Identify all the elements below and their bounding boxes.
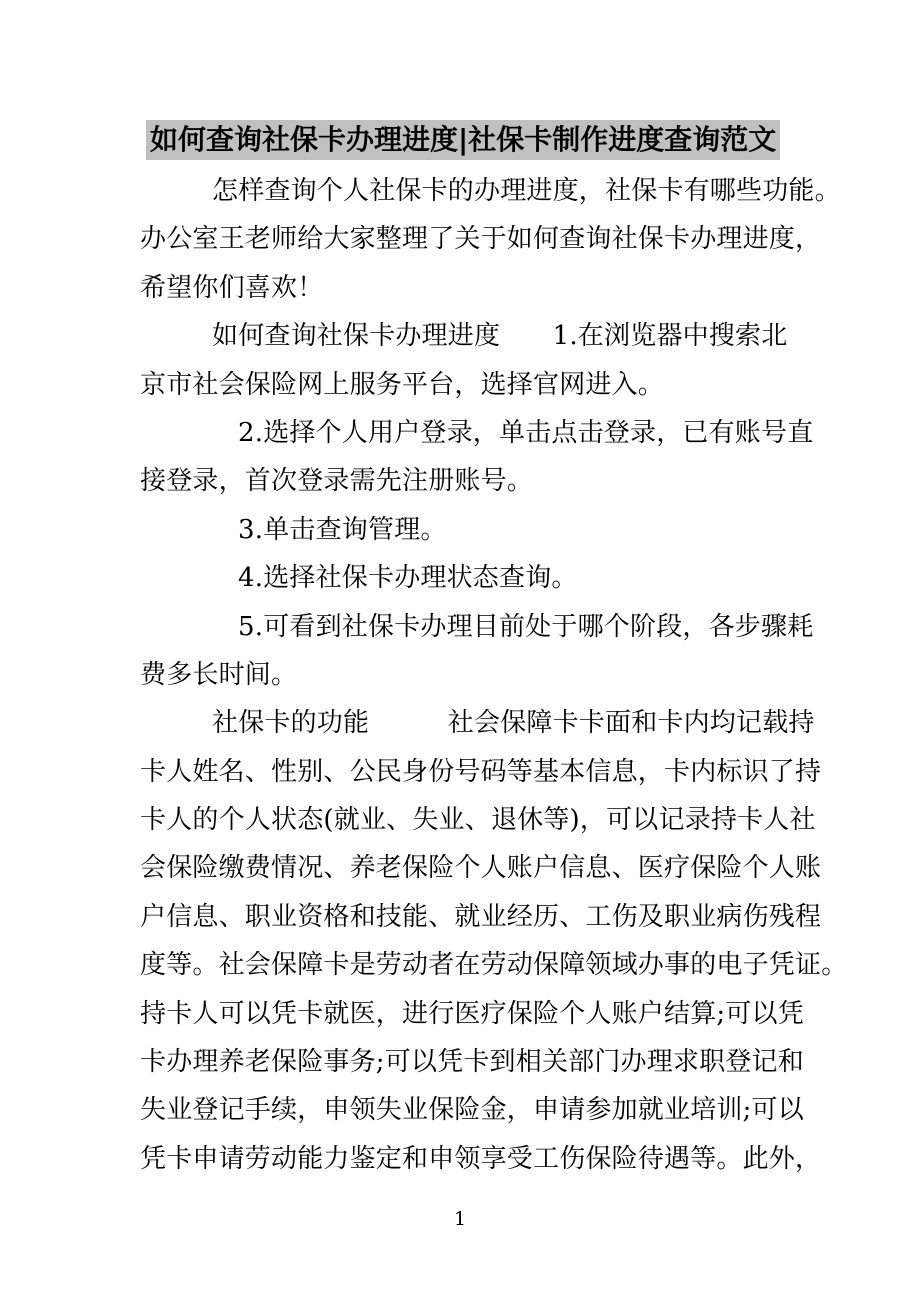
text-line: 希望你们喜欢！ [140,272,324,303]
text-line: 接登录，首次登录需先注册账号。 [140,466,534,497]
text-line: 卡办理养老保险事务;可以凭卡到相关部门办理求职登记和 [140,1047,804,1078]
text-line: 度等。社会保障卡是劳动者在劳动保障领域办事的电子凭证。 [140,950,848,981]
text-line: 卡人姓名、性别、公民身份号码等基本信息，卡内标识了持 [140,756,822,787]
document-body [140,167,848,1183]
text-line: 失业登记手续，申领失业保险金，申请参加就业培训;可以 [140,1095,804,1126]
text-line: 户信息、职业资格和技能、就业经历、工伤及职业病伤残程 [140,901,822,932]
text-line: 4.选择社保卡办理状态查询。 [238,563,578,594]
document-title: 如何查询社保卡办理进度|社保卡制作进度查询范文 [146,120,780,160]
text-line: 会保险缴费情况、养老保险个人账户信息、医疗保险个人账 [140,853,822,884]
text-line: 费多长时间。 [140,659,298,690]
text-line: 2.选择个人用户登录，单击点击登录，已有账号直 [238,417,814,448]
text-line: 怎样查询个人社保卡的办理进度，社保卡有哪些功能。 [212,176,841,206]
text-line: 社保卡的功能 社会保障卡卡面和卡内均记载持 [212,708,815,739]
text-line: 5.可看到社保卡办理目前处于哪个阶段，各步骤耗 [238,611,814,642]
text-line: 3.单击查询管理。 [238,514,447,545]
text-line: 持卡人可以凭卡就医，进行医疗保险个人账户结算;可以凭 [140,998,804,1029]
page-number: 1 [453,1208,467,1230]
text-line: 如何查询社保卡办理进度 1.在浏览器中搜索北 [212,321,788,352]
text-line: 京市社会保险网上服务平台，选择官网进入。 [140,369,665,400]
text-line: 办公室王老师给大家整理了关于如何查询社保卡办理进度， [140,224,822,255]
text-line: 凭卡申请劳动能力鉴定和申领享受工伤保险待遇等。此外， [140,1143,822,1174]
text-line: 卡人的个人状态(就业、失业、退休等)，可以记录持卡人社 [140,805,816,836]
